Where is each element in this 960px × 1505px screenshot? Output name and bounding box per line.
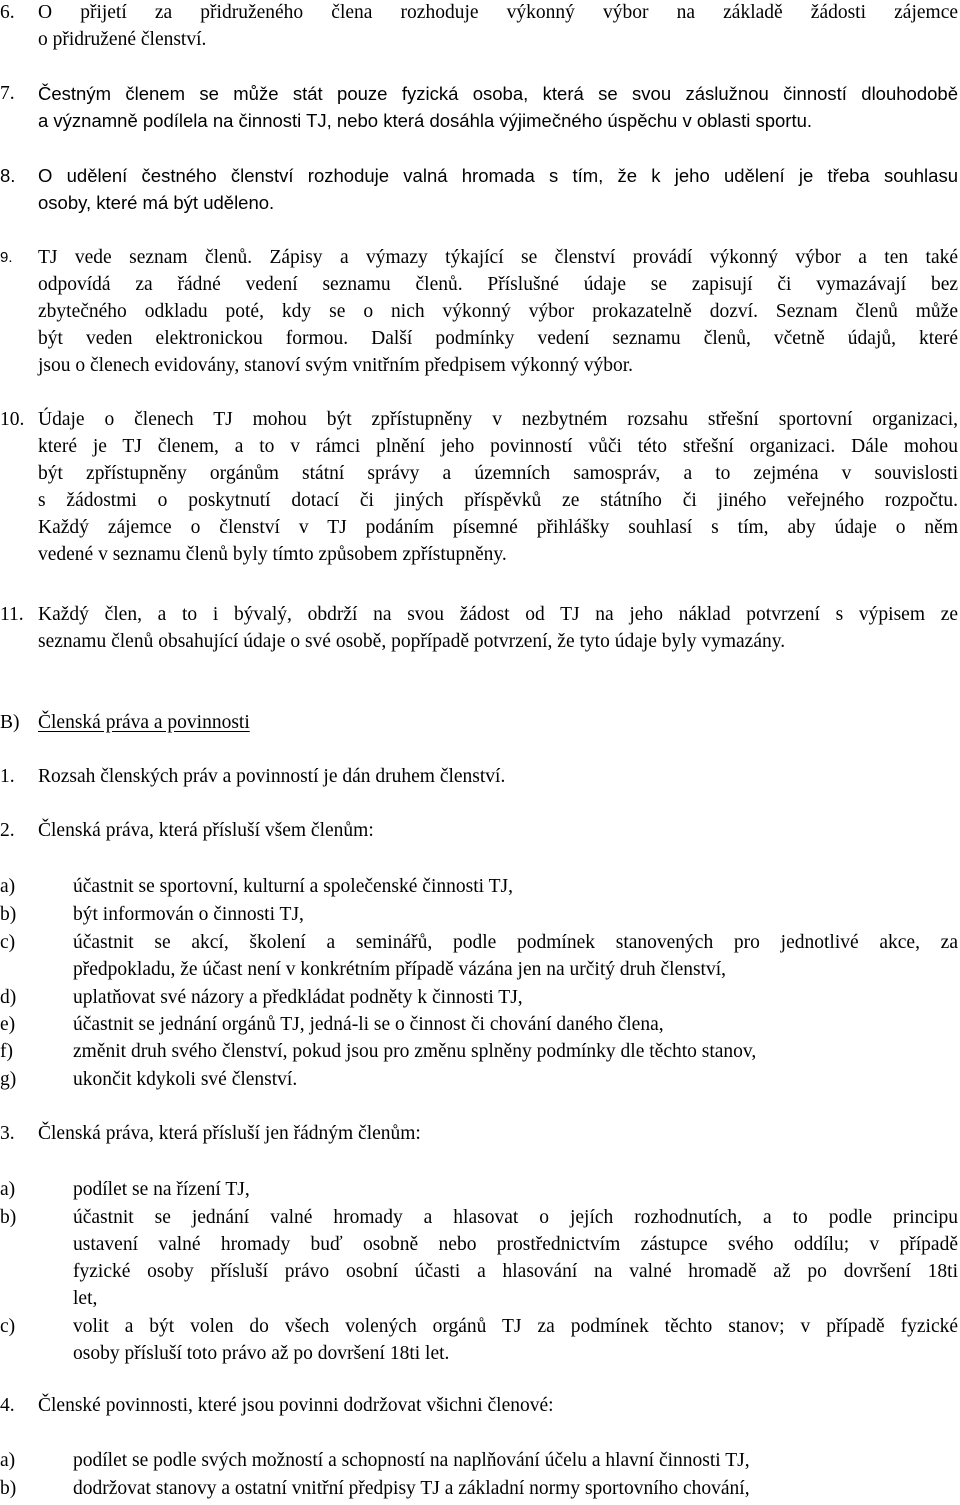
- text-line: osoby, které má být uděleno.: [38, 192, 275, 213]
- paragraph-number: 7.: [0, 83, 15, 104]
- text-line: uplatňovat své názory a předkládat podněty k činnosti TJ,: [73, 987, 523, 1008]
- text-line: ustavení valné hromady buď osobně nebo prostřednictvím zástupce svého oddílu; v případě: [73, 1234, 958, 1255]
- paragraph-number: 8.: [0, 165, 16, 186]
- rights-item-1: [0, 763, 958, 790]
- rights-item-3: [0, 1120, 958, 1147]
- text-line: O přijetí za přidruženého člena rozhoduje výkonný výbor na základě žádosti zájemce: [38, 2, 958, 23]
- paragraph-6: [0, 0, 958, 53]
- list-label: f): [0, 1041, 13, 1062]
- text-line: změnit druh svého členství, pokud jsou pro změnu splněny podmínky dle těchto stanov,: [73, 1041, 757, 1062]
- list-intro: Členské povinnosti, které jsou povinni dodržovat všichni členové:: [38, 1395, 554, 1416]
- paragraph-number: 1.: [0, 766, 15, 787]
- list-label: a): [0, 876, 16, 897]
- list-label: d): [0, 987, 17, 1008]
- text-line: o přidružené členství.: [38, 29, 207, 50]
- list-intro: Členská práva, která přísluší všem členům:: [38, 820, 374, 841]
- text-line: být veden elektronickou formou. Další podmínky vedení seznamu členů, včetně údajů, které: [38, 328, 958, 349]
- list-label: c): [0, 1316, 16, 1337]
- paragraph-number: 10.: [0, 409, 25, 430]
- text-line: volit a být volen do všech volených orgánů TJ za podmínek těchto stanov; v případě fyzické: [73, 1316, 958, 1337]
- list-item: [0, 1066, 958, 1093]
- text-line: které je TJ členem, a to v rámci plnění jeho povinností vůči této střešní organizaci. Dále mohou: [38, 436, 958, 457]
- text-line: s žádostmi o poskytnutí dotací či jiných příspěvků ze státního či jiného veřejného rozpočtu.: [38, 490, 958, 511]
- text-line: ukončit kdykoli své členství.: [73, 1069, 298, 1090]
- section-letter: B): [0, 712, 20, 733]
- text-line: účastnit se jednání valné hromady a hlasovat o jejích rozhodnutích, a to podle principu: [73, 1207, 958, 1228]
- rights-item-2: [0, 817, 958, 844]
- text-line: TJ vede seznam členů. Zápisy a výmazy týkající se členství provádí výkonný výbor a ten také: [38, 247, 958, 268]
- text-line: Údaje o členech TJ mohou být zpřístupněny v nezbytném rozsahu střešní sportovní organizaci,: [38, 409, 958, 430]
- text-line: a významně podílela na činnosti TJ, nebo která dosáhla výjimečného úspěchu v oblasti sportu.: [38, 110, 813, 131]
- paragraph-8: [0, 162, 958, 216]
- list-item: [0, 901, 958, 928]
- paragraph-number: 2.: [0, 820, 15, 841]
- list-label: a): [0, 1450, 16, 1471]
- text-line: Každý člen, a to i bývalý, obdrží na svou žádost od TJ na jeho náklad potvrzení s výpisem ze: [38, 604, 958, 625]
- list-label: b): [0, 1478, 17, 1499]
- text-line: vedené v seznamu členů byly tímto způsobem zpřístupněny.: [38, 544, 507, 565]
- text-line: Rozsah členských práv a povinností je dán druhem členství.: [38, 766, 506, 787]
- text-line: jsou o členech evidovány, stanoví svým vnitřním předpisem výkonný výbor.: [38, 355, 634, 376]
- list-item: [0, 1204, 958, 1312]
- list-item: [0, 1038, 958, 1065]
- text-line: účastnit se jednání orgánů TJ, jedná-li se o činnost či chování daného člena,: [73, 1014, 664, 1035]
- list-intro: Členská práva, která přísluší jen řádným členům:: [38, 1123, 421, 1144]
- paragraph-7: [0, 80, 958, 134]
- list-item: [0, 1447, 958, 1474]
- text-line: let,: [73, 1288, 98, 1309]
- text-line: dodržovat stanovy a ostatní vnitřní předpisy TJ a základní normy sportovního chování,: [73, 1478, 750, 1499]
- paragraph-number: 4.: [0, 1395, 15, 1416]
- paragraph-number: 11.: [0, 604, 24, 625]
- section-title: Členská práva a povinnosti: [38, 712, 250, 733]
- list-label: b): [0, 1207, 17, 1228]
- list-item: [0, 1011, 958, 1038]
- text-line: odpovídá za řádné vedení seznamu členů. Příslušné údaje se zapisují či vymazávají bez: [38, 274, 958, 295]
- text-line: zbytečného odkladu poté, kdy se o nich výkonný výbor prokazatelně dozví. Seznam členů může: [38, 301, 958, 322]
- duties-item-4: [0, 1392, 958, 1419]
- paragraph-number: 3.: [0, 1123, 15, 1144]
- list-label: b): [0, 904, 17, 925]
- text-line: účastnit se sportovní, kulturní a společenské činnosti TJ,: [73, 876, 513, 897]
- paragraph-10: [0, 406, 958, 568]
- text-line: podílet se na řízení TJ,: [73, 1179, 250, 1200]
- text-line: účastnit se akcí, školení a seminářů, podle podmínek stanovených pro jednotlivé akce, za: [73, 932, 958, 953]
- text-line: být informován o činnosti TJ,: [73, 904, 304, 925]
- list-item: [0, 873, 958, 900]
- list-label: a): [0, 1179, 16, 1200]
- list-item: [0, 1176, 958, 1203]
- list-label: g): [0, 1069, 17, 1090]
- text-line: O udělení čestného členství rozhoduje valná hromada s tím, že k jeho udělení je třeba souhlasu: [38, 165, 958, 186]
- paragraph-number: 9.: [0, 249, 13, 266]
- text-line: Čestným členem se může stát pouze fyzická osoba, která se svou záslužnou činností dlouhodobě: [38, 83, 958, 104]
- paragraph-number: 6.: [0, 2, 15, 23]
- text-line: Každý zájemce o členství v TJ podáním písemné přihlášky souhlasí s tím, aby údaje o něm: [38, 517, 958, 538]
- list-label: c): [0, 932, 16, 953]
- text-line: předpokladu, že účast není v konkrétním případě vázána jen na určitý druh členství,: [73, 959, 727, 980]
- text-line: osoby přísluší toto právo až po dovršení 18ti let.: [73, 1343, 450, 1364]
- list-item: [0, 1475, 958, 1502]
- list-item: [0, 929, 958, 983]
- text-line: seznamu členů obsahující údaje o své osobě, popřípadě potvrzení, že tyto údaje byly vymazány.: [38, 631, 786, 652]
- text-line: fyzické osoby přísluší právo osobní účasti a hlasování na valné hromadě až po dovršení 18ti: [73, 1261, 958, 1282]
- text-line: být zpřístupněny orgánům státní správy a územních samospráv, a to zejména v souvislosti: [38, 463, 958, 484]
- list-item: [0, 984, 958, 1011]
- text-line: podílet se podle svých možností a schopností na naplňování účelu a hlavní činnosti TJ,: [73, 1450, 750, 1471]
- list-label: e): [0, 1014, 16, 1035]
- paragraph-11: [0, 601, 958, 655]
- list-item: [0, 1313, 958, 1367]
- paragraph-9: [0, 244, 958, 379]
